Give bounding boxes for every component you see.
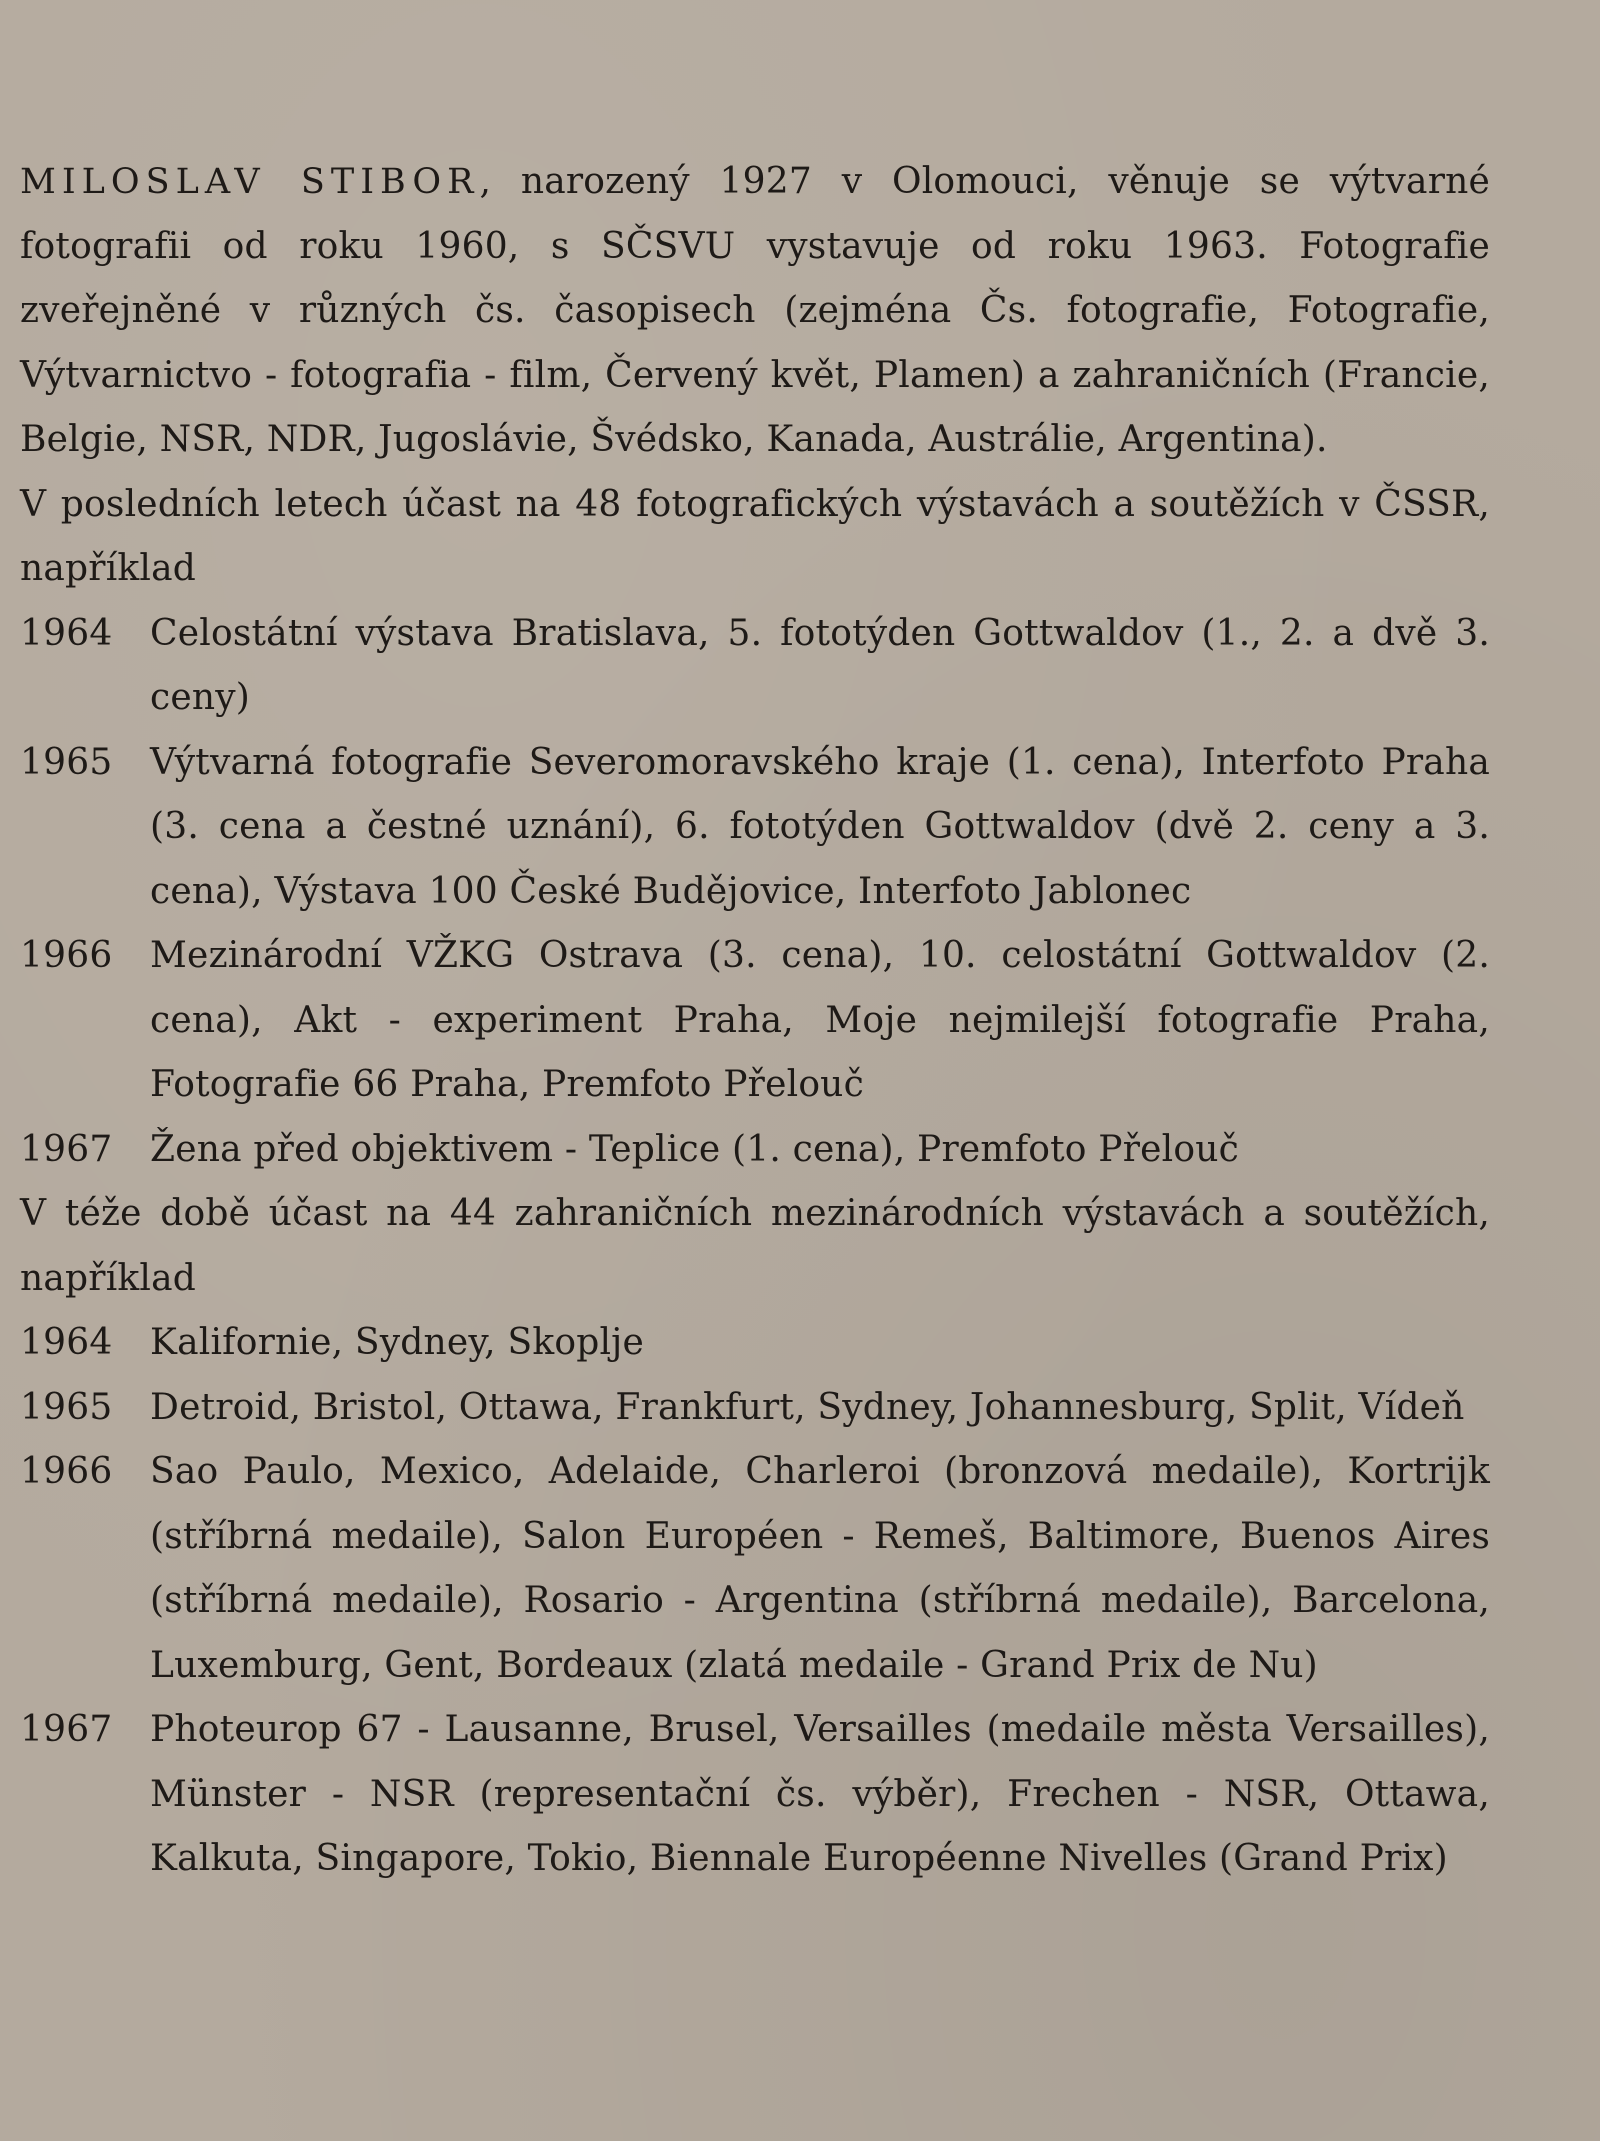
- domestic-entry-1965: [20, 731, 1490, 925]
- international-entry-1967: [20, 1698, 1490, 1892]
- entry-text: Sao Paulo, Mexico, Adelaide, Charleroi (bronzová medaile), Kortrijk (stříbrná medaile), Salon Européen - Remeš, Baltimore, Buenos Aires (stříbrná medaile), Rosario - Argentina (stříbrná medaile), Barcelona, Luxemburg, Gent, Bordeaux (zlatá medaile - Grand Prix de Nu): [150, 1451, 1490, 1686]
- entry-year: 1965: [20, 1386, 113, 1428]
- entry-text: Výtvarná fotografie Severomoravského kraje (1. cena), Interfoto Praha (3. cena a čestné uznání), 6. fototýden Gottwaldov (dvě 2. ceny a 3. cena), Výstava 100 České Budějovice, Interfoto Jablonec: [150, 741, 1490, 912]
- domestic-heading: V posledních letech účast na 48 fotografických výstavách a soutěžích v ČSSR, například: [20, 483, 1490, 589]
- domestic-entry-1967: [20, 1118, 1490, 1183]
- entry-year: 1966: [20, 1451, 113, 1492]
- domestic-entry-1966: [20, 924, 1490, 1118]
- entry-year: 1967: [20, 1128, 113, 1170]
- entry-year: 1964: [20, 612, 113, 654]
- entry-year: 1964: [20, 1322, 113, 1363]
- intro-text: , narozený 1927 v Olomouci, věnuje se výtvarné fotografii od roku 1960, s SČSVU vystavuje od roku 1963. Fotografie zveřejněné v různých čs. časopisech (zejména Čs. fotografie, Fotografie, Výtvarnictvo - fotografia - film, Červený květ, Plamen) a zahraničních (Francie, Belgie, NSR, NDR, Jugoslávie, Švédsko, Kanada, Austrálie, Argentina).: [20, 161, 1490, 460]
- entry-year: 1967: [20, 1709, 113, 1750]
- international-entry-1964: [20, 1311, 1490, 1376]
- entry-year: 1966: [20, 935, 113, 976]
- entry-text: Detroid, Bristol, Ottawa, Frankfurt, Sydney, Johannesburg, Split, Vídeň: [150, 1386, 1465, 1428]
- international-heading: V téže době účast na 44 zahraničních mezinárodních výstavách a soutěžích, například: [20, 1193, 1490, 1299]
- intro-paragraph: [20, 150, 1490, 473]
- entry-text: Kalifornie, Sydney, Skoplje: [150, 1322, 645, 1363]
- international-entry-1965: [20, 1376, 1490, 1441]
- entry-text: Photeurop 67 - Lausanne, Brusel, Versailles (medaile města Versailles), Münster - NSR (representační čs. výběr), Frechen - NSR, Ottawa, Kalkuta, Singapore, Tokio, Biennale Européenne Nivelles (Grand Prix): [150, 1709, 1490, 1879]
- biography-text: [20, 150, 1490, 1892]
- international-entry-1966: [20, 1440, 1490, 1698]
- author-name: MILOSLAV STIBOR: [20, 162, 480, 202]
- entry-text: Žena před objektivem - Teplice (1. cena), Premfoto Přelouč: [150, 1128, 1239, 1170]
- entry-year: 1965: [20, 741, 113, 783]
- entry-text: Mezinárodní VŽKG Ostrava (3. cena), 10. celostátní Gottwaldov (2. cena), Akt - experiment Praha, Moje nejmilejší fotografie Praha, Fotografie 66 Praha, Premfoto Přelouč: [150, 935, 1490, 1105]
- entry-text: Celostátní výstava Bratislava, 5. fototýden Gottwaldov (1., 2. a dvě 3. ceny): [150, 612, 1490, 718]
- domestic-entry-1964: [20, 602, 1490, 731]
